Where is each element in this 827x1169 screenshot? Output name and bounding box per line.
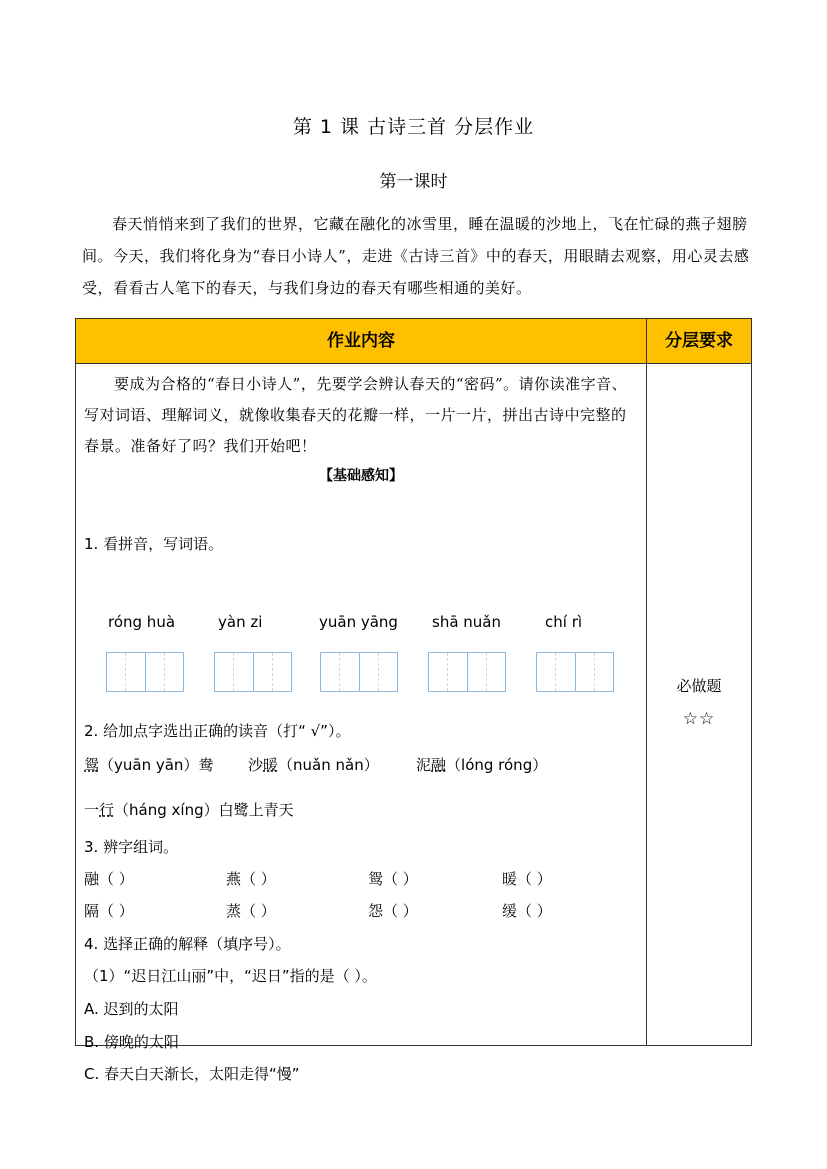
pinyin-3: yuān yāng xyxy=(319,613,398,631)
q2-item-1 xyxy=(84,754,213,775)
task-intro: 要成为合格的“春日小诗人”，先要学会辨认春天的“密码”。请你读准字音、写对词语、理解词义，就像收集春天的花瓣一样，一片一片，拼出古诗中完整的春景。准备好了吗？我们开始吧！ xyxy=(84,375,628,455)
writing-grid-3[interactable] xyxy=(320,652,398,692)
pinyin-5: chí rì xyxy=(545,613,583,631)
q4-option-b[interactable]: B. 傍晚的太阳 xyxy=(84,1033,179,1051)
star-rating: ☆☆ xyxy=(682,709,716,729)
header-requirement: 分层要求 xyxy=(665,331,733,351)
q3-cell[interactable]: 暖（ ） xyxy=(502,870,552,888)
pinyin-1: róng huà xyxy=(108,613,176,631)
q2-item-2 xyxy=(248,754,379,775)
q4-option-c[interactable]: C. 春天白天渐长，太阳走得“慢” xyxy=(84,1065,300,1083)
header-content: 作业内容 xyxy=(327,331,395,351)
q1-title: 1. 看拼音，写词语。 xyxy=(84,535,224,553)
requirement-cell xyxy=(647,363,751,1045)
q4-option-a[interactable]: A. 迟到的太阳 xyxy=(84,1000,179,1018)
dotted-char: 行 xyxy=(99,801,115,819)
q3-title: 3. 辨字组词。 xyxy=(84,838,179,856)
writing-grid-2[interactable] xyxy=(214,652,292,692)
q3-cell[interactable]: 怨（ ） xyxy=(368,902,418,920)
char-text: 一 xyxy=(84,801,100,819)
q3-cell[interactable]: 隔（ ） xyxy=(84,902,134,920)
q3-cell[interactable]: 融（ ） xyxy=(84,870,134,888)
pinyin-choice[interactable]: （nuǎn nǎn） xyxy=(278,756,379,774)
intro-paragraph: 春天悄悄来到了我们的世界，它藏在融化的冰雪里，睡在温暖的沙地上，飞在忙碌的燕子翅膀间。今天，我们将化身为“春日小诗人”，走进《古诗三首》中的春天，用眼睛去观察，用心灵去感受，看看古人笔下的春天，与我们身边的春天有哪些相通的美好。 xyxy=(82,215,750,297)
pinyin-choice[interactable]: （lóng róng） xyxy=(446,756,548,774)
pinyin-choice[interactable]: （háng xíng） xyxy=(114,801,219,819)
pinyin-4: shā nuǎn xyxy=(432,613,501,631)
pinyin-2: yàn zi xyxy=(218,613,263,631)
char-text: 沙 xyxy=(248,756,264,774)
section-heading: 【基础感知】 xyxy=(319,468,403,484)
char-text: 泥 xyxy=(416,756,432,774)
q3-cell[interactable]: 蒸（ ） xyxy=(226,902,276,920)
content-cell xyxy=(76,363,646,1083)
homework-table xyxy=(75,318,752,1083)
requirement-label: 必做题 xyxy=(676,677,722,695)
writing-grid-1[interactable] xyxy=(106,652,184,692)
pinyin-choice[interactable]: （yuān yān） xyxy=(99,756,199,774)
writing-grid-4[interactable] xyxy=(428,652,506,692)
q3-cell[interactable]: 缓（ ） xyxy=(502,902,552,920)
dotted-char: 融 xyxy=(431,756,447,774)
q3-cell[interactable]: 燕（ ） xyxy=(226,870,276,888)
q4-sub-1: （1）“迟日江山丽”中，“迟日”指的是（ ）。 xyxy=(84,967,377,985)
q2-title: 2. 给加点字选出正确的读音（打“ √”）。 xyxy=(84,722,351,740)
char-text: 鸯 xyxy=(198,756,214,774)
q2-item-3 xyxy=(416,754,547,775)
dotted-char: 鸳 xyxy=(84,756,100,774)
char-text: 白鹭上青天 xyxy=(218,801,294,819)
page-title: 第 1 课 古诗三首 分层作业 xyxy=(292,116,535,138)
page-subtitle: 第一课时 xyxy=(379,172,448,192)
q2-item-4 xyxy=(84,799,294,820)
q4-title: 4. 选择正确的解释（填序号）。 xyxy=(84,935,291,953)
q3-cell[interactable]: 鸳（ ） xyxy=(368,870,418,888)
table-header-row xyxy=(76,319,751,364)
dotted-char: 暖 xyxy=(263,756,279,774)
writing-grid-5[interactable] xyxy=(536,652,614,692)
